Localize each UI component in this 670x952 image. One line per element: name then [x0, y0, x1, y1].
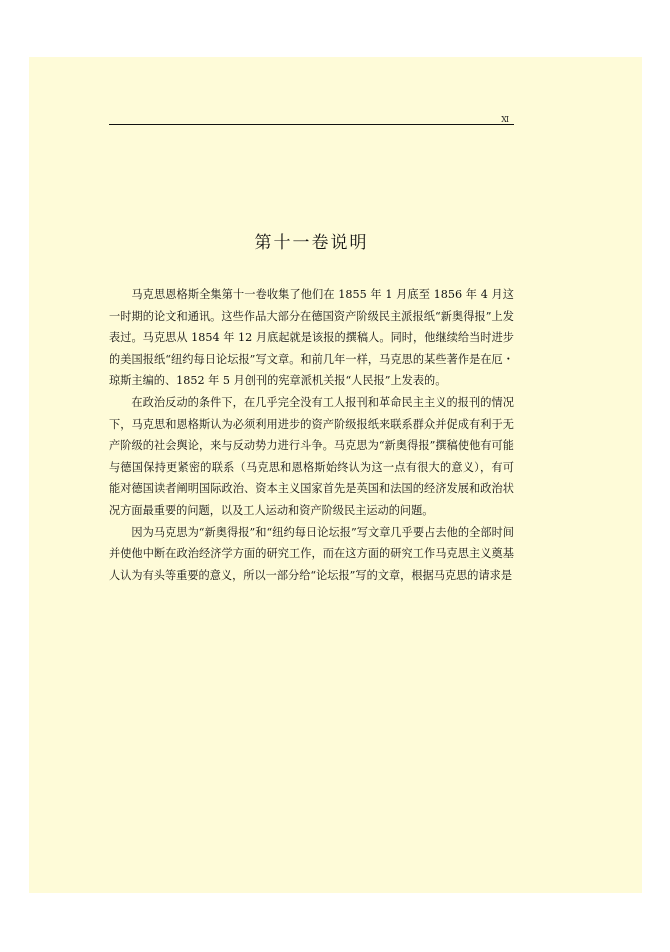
header-rule — [109, 124, 514, 125]
section-title: 第十一卷说明 — [254, 233, 369, 253]
paragraph: 马克思恩格斯全集第十一卷收集了他们在 1855 年 1 月底至 1856 年 4 月这一时期的论文和通讯。这些作品大部分在德国资产阶级民主派报纸“新奥得报”上发表过。马克思从 1854 年 12 月底起就是该报的撰稿人。同时，他继续给当时进步的美国报纸“纽约每日论坛报”写文章。和前几年一样，马克思的某些著作是在厄・琼斯主编的、1852 年 5 月创刊的宪章派机关报“人民报”上发表的。 — [109, 288, 514, 388]
paragraph: 因为马克思为“新奥得报”和“纽约每日论坛报”写文章几乎要占去他的全部时间并使他中断在政治经济学方面的研究工作，而在这方面的研究工作马克思主义奠基人认为有头等重要的意义，所以一部分给“论坛报”写的文章，根据马克思的请求是 — [109, 525, 514, 582]
page-number: Ⅺ — [501, 115, 509, 124]
paragraph: 在政治反动的条件下，在几乎完全没有工人报刊和革命民主主义的报刊的情况下，马克思和恩格斯认为必须利用进步的资产阶级报纸来联系群众并促成有利于无产阶级的社会舆论，来与反动势力进行斗争。马克思为“新奥得报”撰稿使他有可能与德国保持更紧密的联系（马克思和恩格斯始终认为这一点有很大的意义），有可能对德国读者阐明国际政治、资本主义国家首先是英国和法国的经济发展和政治状况方面最重要的问题，以及工人运动和资产阶级民主运动的问题。 — [109, 395, 514, 517]
body-text — [109, 284, 514, 586]
